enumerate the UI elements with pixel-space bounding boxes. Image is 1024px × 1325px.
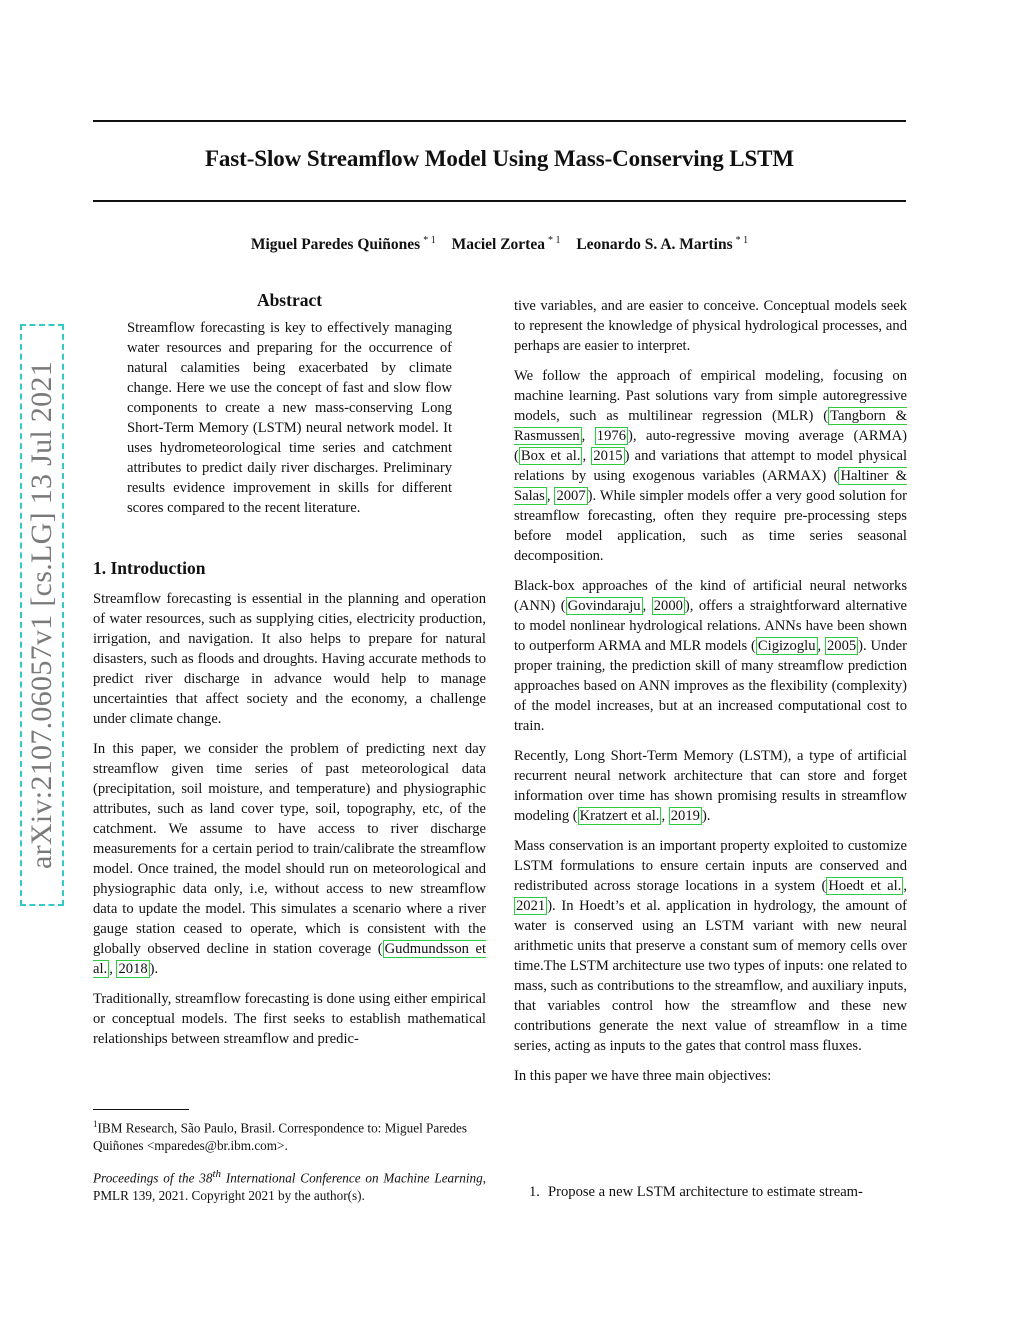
paragraph: In this paper, we consider the problem of predicting next day streamflow given time series of past meteorological data (precipitation, soil moisture, and temperature) and physiographic attributes, such as land cover type, soil, topography, etc, of the catchment. We assume to have access to river discharge measurements for a certain period to train/calibrate the streamflow model. Once trained, the model should run on meteorological and physiographic data only, i.e, without access to new streamflow data to update the model. This simulates a scenario where a river gauge station ceased to operate, which is consistent with the globally observed decline in station coverage ( Gudmundsson et al. , 2018 ).: [93, 741, 486, 977]
citation-link[interactable]: 2000: [653, 598, 683, 614]
citation-link[interactable]: 1976: [596, 428, 626, 444]
list-item: [529, 1182, 909, 1202]
citation-link[interactable]: Kratzert et al.: [579, 808, 660, 824]
top-rule: [93, 120, 906, 122]
author-affiliation: * 1: [423, 235, 436, 246]
paragraph: In this paper we have three main objectives:: [514, 1068, 772, 1084]
list-number: 1.: [529, 1184, 540, 1200]
citation-link[interactable]: Hoedt et al.: [828, 878, 902, 894]
citation-link[interactable]: 2018: [118, 961, 148, 977]
citation-link[interactable]: Haltiner & Salas: [514, 468, 907, 504]
right-column: [514, 296, 907, 1096]
citation-link[interactable]: 2005: [826, 638, 857, 654]
title-bottom-rule: [93, 200, 906, 202]
arxiv-stamp[interactable]: arXiv:2107.06057v1 [cs.LG] 13 Jul 2021: [25, 360, 58, 870]
proceedings-note: Proceedings of the 38th International Conference on Machine Learning, PMLR 139, 2021. Copyright 2021 by the author(s).: [93, 1168, 487, 1204]
citation-link[interactable]: 2007: [556, 488, 586, 504]
footnote-text: IBM Research, São Paulo, Brasil. Correspondence to: Miguel Paredes Quiñones <mparedes@br.ibm.com>.: [93, 1120, 468, 1154]
paragraph: tive variables, and are easier to conceive. Conceptual models seek to represent the knowledge of physical hydrological processes, and perhaps are easier to interpret.: [514, 298, 907, 354]
paper-title: Fast-Slow Streamflow Model Using Mass-Conserving LSTM: [204, 146, 795, 171]
citation-link[interactable]: Cigizoglu: [757, 638, 816, 654]
author-name: Leonardo S. A. Martins: [576, 236, 733, 254]
citation-link[interactable]: Tangborn & Rasmussen: [514, 408, 908, 444]
abstract-text: Streamflow forecasting is key to effectively managing water resources and preparing for the occurrence of natural calamities being exacerbated by climate change. Here we use the concept of fast and slow flow components to create a new mass-conserving Long Short-Term Memory (LSTM) neural network model. It uses hydrometeorological time series and catchment attributes to predict daily river discharges. Preliminary results evidence improvement in skills for different scores compared to the recent literature.: [127, 320, 452, 516]
citation-link[interactable]: Gudmundsson et al.: [93, 941, 486, 977]
citation-link[interactable]: Box et al.: [520, 448, 581, 464]
list-text: Propose a new LSTM architecture to estimate stream-: [548, 1184, 863, 1200]
citation-link[interactable]: 2019: [670, 808, 700, 824]
author: [576, 236, 748, 253]
author-name: Maciel Zortea: [451, 236, 545, 254]
paragraph: Streamflow forecasting is essential in the planning and operation of water resources, such as supplying cities, electricity production, irrigation, and navigation. It also helps to prepare for natural disasters, such as floods and droughts. Having accurate methods to predict river discharge in advance would help to manage uncertainties that affect society and the economy, a challenge under climate change.: [93, 591, 486, 727]
introduction-heading: 1. Introduction: [93, 558, 206, 578]
paragraph: We follow the approach of empirical modeling, focusing on machine learning. Past solutions vary from simple autoregressive models, such as multilinear regression (MLR) ( Tangborn & Rasmussen , 1976 ), auto-regressive moving average (ARMA) ( Box et al. , 2015 ) and variations that attempt to model physical relations by using exogenous variables (ARMAX) ( Haltiner & Salas , 2007 ). While simpler models offer a very good solution for streamflow forecasting, often they require pre-processing steps before model application, such as time series seasonal decomposition.: [514, 368, 908, 564]
paragraph: Black-box approaches of the kind of artificial neural networks (ANN) ( Govindaraju , 2000 ), offers a straightforward alternative to model nonlinear hydrological relations. ANNs have been shown to outperform ARMA and MLR models ( Cigizoglu , 2005 ). Under proper training, the prediction skill of many streamflow prediction approaches based on ANN improves as the flexibility (complexity) of the model increases, but at an increased computational cost to train.: [514, 578, 907, 734]
citation-link[interactable]: 2021: [516, 898, 546, 914]
paragraph: Recently, Long Short-Term Memory (LSTM), a type of artificial recurrent neural network architecture that can store and forget information over time has shown promising results in streamflow modeling ( Kratzert et al. , 2019 ).: [514, 748, 907, 824]
author: [452, 236, 561, 253]
author-affiliation: * 1: [547, 235, 561, 246]
citation-link[interactable]: Govindaraju: [567, 598, 641, 614]
left-column: [93, 290, 486, 1059]
footnote: [93, 1115, 486, 1155]
author-list: [93, 235, 906, 254]
citation-link[interactable]: 2015: [593, 448, 623, 464]
author-affiliation: * 1: [735, 235, 749, 246]
author: [251, 236, 436, 253]
abstract-heading: Abstract: [256, 290, 323, 310]
paragraph: Mass conservation is an important property exploited to customize LSTM formulations to ensure certain inputs are conserved and redistributed across storage locations in a system ( Hoedt et al. , 2021 ). In Hoedt’s et al. application in hydrology, the amount of water is conserved using an LSTM variant with new neural arithmetic units that preserve a constant sum of memory cells over time.The LSTM architecture use two types of inputs: one related to mass, such as contributions to the streamflow, and auxiliary inputs, that variables control how the streamflow and these new contributions generate the next value of streamflow in a time series, acting as inputs to the gates that control mass fluxes.: [514, 838, 908, 1054]
footnote-mark: 1: [93, 1119, 98, 1129]
author-name: Miguel Paredes Quiñones: [250, 236, 421, 254]
footnote-rule: [93, 1109, 189, 1110]
paragraph: Traditionally, streamflow forecasting is done using either empirical or conceptual models. The first seeks to establish mathematical relationships between streamflow and predic-: [93, 991, 486, 1047]
